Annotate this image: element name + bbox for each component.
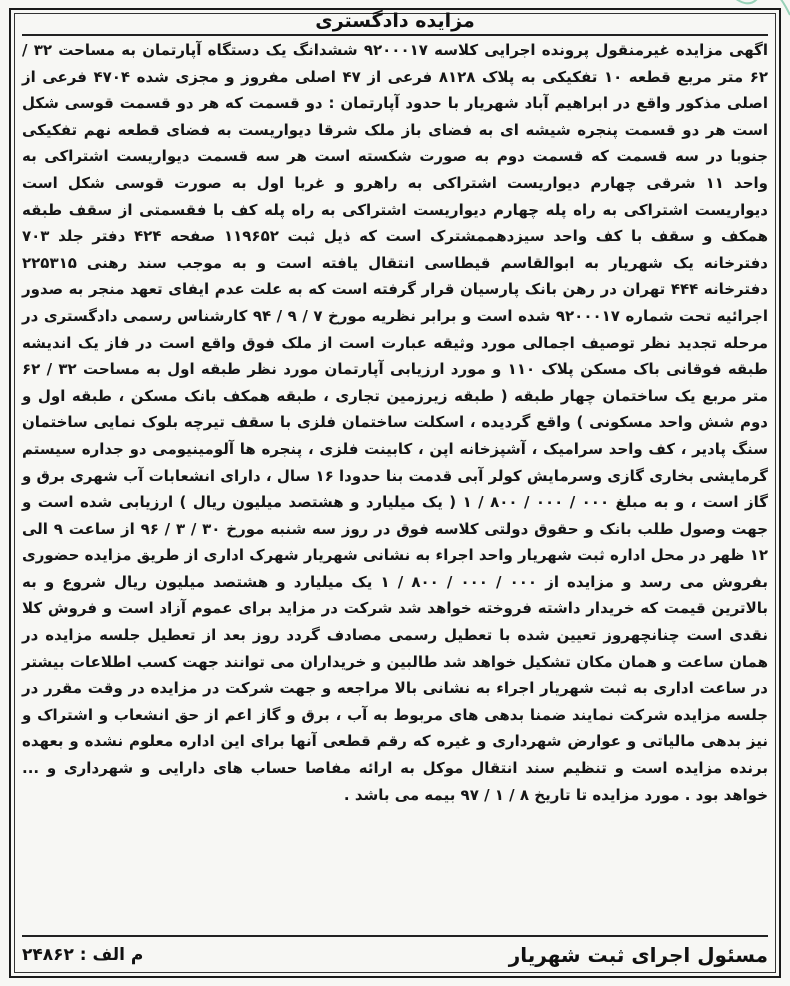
- title-divider: [22, 34, 768, 36]
- notice-body: اگهی مزایده غیرمنقول پرونده اجرایی کلاسه ۹۲۰۰۰۱۷ ششدانگ یک دستگاه آپارتمان به مساحت ۳۲ / ۶۲ متر مربع قطعه ۱۰ تفکیکی به پلاک ۸۱۲۸ فرعی از ۴۷ اصلی مفروز و مجزی شده ۴۷۰۴ فرعی از اصلی مذکور واقع در ابراهیم آباد شهریار با حدود آپارتمان : دو قسمت که هر دو قسمت قوسی شکل است هر دو قسمت پنجره شیشه ای به فضای باز ملک شرقا دیواریست به فضای قطعه نهم تفکیکی جنوبا در سه قسمت که قسمت دوم به صورت شکسته است هر سه قسمت دیواریست اشتراکی به واحد ۱۱ شرقی چهارم دیواریست اشتراکی به راهرو و غربا اول به صورت قوسی شکل است دیواریست اشتراکی به راه پله چهارم دیواریست اشتراکی به راه پله کف با فقسمتی از سقف طبقه همکف و سقف با کف واحد سیزدهممشترک است که ذیل ثبت ۱۱۹۶۵۲ صفحه ۴۲۴ دفتر جلد ۷۰۳ دفترخانه یک شهریار به ابوالقاسم قیطاسی انتقال یافته است و به موجب سند رهنی ۲۲۵۳۱۵ دفترخانه ۴۴۴ تهران در رهن بانک پارسیان قرار گرفته است که به علت عدم ایفای تعهد منجر به صدور اجرائیه تحت شماره ۹۲۰۰۰۱۷ شده است و برابر نظریه مورخ ۷ / ۹ / ۹۴ کارشناس رسمی دادگستری در مرحله تجدید نظر توصیف اجمالی مورد وثیقه عبارت است از ملک فوق واقع است در فاز یک اندیشه طبقه فوقانی باک مسکن پلاک ۱۱۰ و مورد ارزیابی آپارتمان مورد نظر طبقه اول به مساحت ۳۲ / ۶۲ متر مربع یک ساختمان چهار طبقه ( طبقه زیرزمین تجاری ، طبقه همکف بانک مسکن ، طبقه اول و دوم شش واحد مسکونی ) واقع گردیده ، اسکلت ساختمان فلزی با سقف تیرچه بلوک نمایی ساختمان سنگ پادیر ، کف واحد سرامیک ، آشپزخانه اپن ، کابینت فلزی ، پنجره ها آلومینیومی دو جداره سیستم گرمایشی بخاری گازی وسرمایش کولر آبی قدمت بنا حدودا ۱۶ سال ، دارای انشعابات آب شهری برق و گاز است ، و به مبلغ ۰۰۰ / ۰۰۰ / ۸۰۰ / ۱ ( یک میلیارد و هشتصد میلیون ریال ) ارزیابی شده است و جهت وصول طلب بانک و حقوق دولتی کلاسه فوق در روز سه شنبه مورخ ۳۰ / ۳ / ۹۶ از ساعت ۹ الی ۱۲ ظهر در محل اداره ثبت شهریار واحد اجراء به نشانی شهریار شهرک اداری از طریق مزایده حضوری بفروش می رسد و مزایده از ۰۰۰ / ۰۰۰ / ۸۰۰ / ۱ یک میلیارد و هشتصد میلیون ریال شروع و به بالاترین قیمت که خریدار داشته فروخته خواهد شد شرکت در مزاید برای عموم آزاد است و فروش کلا نقدی است چنانچهروز تعیین شده با تعطیل رسمی مصادف گردد روز بعد از تعطیل جلسه مزایده در همان ساعت و همان مکان تشکیل خواهد شد طالبین و خریداران می توانند جهت کسب اطلاعات بیشتر در ساعت اداری به ثبت شهریار اجراء به نشانی بالا مراجعه و جهت شرکت در مزایده در وقت مقرر در جلسه مزایده شرکت نمایند ضمنا بدهی های مربوط به آب ، برق و گاز اعم از حق انشعاب و اشتراک و نیز بدهی مالیاتی و عوارض شهرداری و غیره که رقم قطعی آنها برای این اداره معلوم نشده و بعهده برنده مزایده است و تنظیم سند انتقال موکل به ارائه مفاصا حساب های دارایی و شهرداری و ... خواهد بود . مورد مزایده تا تاریخ ۸ / ۱ / ۹۷ بیمه می باشد .: [22, 41, 769, 804]
- signature-line: مسئول اجرای ثبت شهریار: [508, 943, 768, 967]
- notice-code: م الف : ۲۴۸۶۲: [22, 945, 144, 965]
- notice-footer: [22, 935, 768, 973]
- notice-title: مزایده دادگستری: [315, 10, 475, 32]
